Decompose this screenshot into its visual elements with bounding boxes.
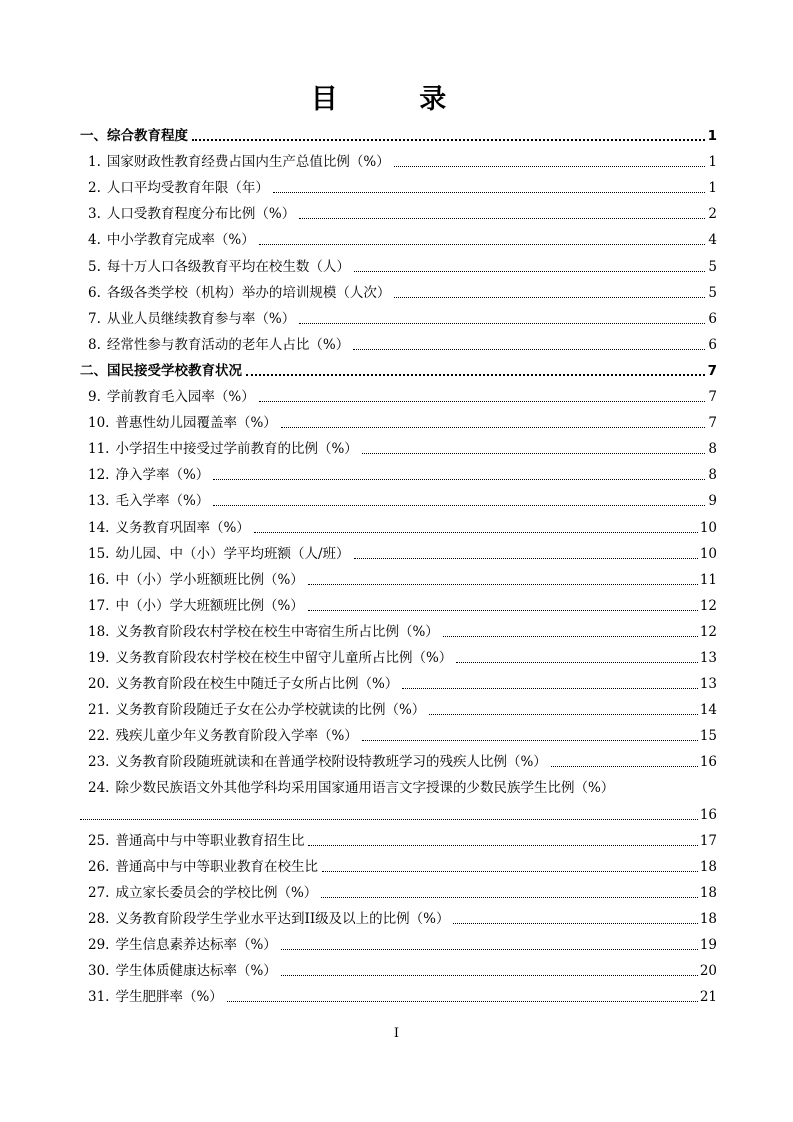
dot-leader	[402, 688, 698, 689]
dot-leader	[354, 271, 705, 272]
toc-entry-page: 1	[708, 180, 717, 197]
toc-entry[interactable]	[80, 328, 717, 354]
toc-entry-page: 8	[708, 441, 717, 458]
dot-leader	[456, 662, 698, 663]
toc-entry-label: 普通高中与中等职业教育在校生比	[115, 858, 318, 875]
dot-leader	[299, 218, 705, 219]
toc-entry-number: 17.	[88, 597, 110, 614]
toc-entry-label: 人口平均受教育年限（年）	[106, 180, 269, 197]
toc-entry[interactable]	[80, 745, 717, 771]
dot-leader	[453, 923, 697, 924]
toc-entry-number: 7.	[88, 310, 101, 327]
toc-entry-page: 20	[699, 963, 717, 980]
toc-entry-page: 4	[708, 232, 717, 249]
toc-section[interactable]	[80, 354, 717, 380]
toc-entry[interactable]	[80, 406, 717, 432]
toc-entry-number: 30.	[88, 963, 110, 980]
toc-entry[interactable]	[80, 458, 717, 484]
toc-entry[interactable]	[80, 902, 717, 928]
toc-entry[interactable]	[80, 667, 717, 693]
toc-entry-number: 11.	[88, 441, 110, 458]
dot-leader	[308, 610, 698, 611]
toc-entry-number: 31.	[88, 989, 110, 1006]
toc-entry-page: 9	[708, 493, 717, 510]
dot-leader	[246, 374, 705, 376]
toc-entry[interactable]	[80, 276, 717, 302]
toc-entry-label: 各级各类学校（机构）举办的培训规模（人次）	[106, 284, 391, 301]
dot-leader	[281, 949, 698, 950]
toc-entry-number: 18.	[88, 623, 110, 640]
toc-entry[interactable]	[80, 380, 717, 406]
toc-entry-number: 23.	[88, 754, 110, 771]
toc-entry-number: 21.	[88, 702, 110, 719]
toc-entry[interactable]	[80, 563, 717, 589]
toc-entry-number: 12.	[88, 467, 110, 484]
toc-entry-page: 13	[699, 649, 717, 666]
toc-entry-page: 11	[699, 571, 717, 588]
toc-entry-label: 义务教育阶段农村学校在校生中寄宿生所占比例（%）	[115, 623, 439, 640]
toc-section-label: 二、国民接受学校教育状况	[80, 362, 242, 379]
toc-entry-number: 4.	[88, 232, 101, 249]
toc-entry-number: 9.	[88, 389, 101, 406]
toc-entry[interactable]	[80, 197, 717, 223]
toc-entry-page: 5	[708, 258, 717, 275]
toc-entry[interactable]	[80, 824, 717, 850]
dot-leader	[227, 1001, 698, 1002]
toc-entry-page: 17	[699, 832, 717, 849]
toc-entry[interactable]	[80, 771, 717, 797]
toc-entry-number: 27.	[88, 884, 110, 901]
toc-entry-label: 学生体质健康达标率（%）	[115, 963, 277, 980]
toc-entry-number: 3.	[88, 206, 101, 223]
toc-entry-number: 8.	[88, 336, 101, 353]
dot-leader	[551, 766, 698, 767]
toc-entry[interactable]	[80, 693, 717, 719]
toc-entry-number: 26.	[88, 858, 110, 875]
dot-leader	[213, 505, 705, 506]
toc-entry-page: 19	[699, 937, 717, 953]
dot-leader	[192, 139, 705, 141]
toc-section-page: 7	[707, 362, 717, 379]
toc-entry[interactable]	[80, 589, 717, 615]
toc-entry[interactable]	[80, 249, 717, 275]
toc-entry-label: 普惠性幼儿园覆盖率（%）	[115, 415, 277, 432]
toc-entry[interactable]	[80, 171, 717, 197]
toc-section-page: 1	[707, 128, 717, 145]
toc-entry-label: 义务教育阶段学生学业水平达到II级及以上的比例（%）	[115, 910, 450, 927]
toc-entry-label: 中（小）学大班额班比例（%）	[115, 597, 304, 614]
toc-entry-label: 义务教育阶段随迁子女在公办学校就读的比例（%）	[115, 702, 426, 719]
dot-leader	[308, 584, 698, 585]
toc-entry[interactable]	[80, 719, 717, 745]
toc-entry-page: 12	[699, 623, 717, 640]
toc-entry[interactable]	[80, 876, 717, 902]
dot-leader	[353, 349, 705, 350]
dot-leader	[443, 636, 698, 637]
toc-entry-page: 18	[699, 884, 717, 901]
toc-entry-label: 学前教育毛入园率（%）	[106, 389, 255, 406]
toc-entry-label: 义务教育阶段农村学校在校生中留守儿童所占比例（%）	[115, 649, 453, 666]
toc-entry-number: 16.	[88, 571, 110, 588]
dot-leader	[281, 975, 698, 976]
toc-entry-number: 14.	[88, 519, 110, 536]
toc-entry-number: 1.	[88, 154, 101, 171]
toc-entry-number: 19.	[88, 649, 110, 666]
toc-entry-label: 成立家长委员会的学校比例（%）	[115, 884, 318, 901]
toc-entry-label: 义务教育巩固率（%）	[115, 519, 250, 536]
toc-entry-page: 6	[708, 310, 717, 327]
toc-entry-page: 16	[699, 754, 717, 771]
toc-entry[interactable]	[80, 432, 717, 458]
toc-entry-number: 13.	[88, 493, 110, 510]
toc-entry[interactable]	[80, 484, 717, 510]
toc-entry-page: 5	[708, 284, 717, 301]
toc-entry[interactable]	[80, 615, 717, 641]
toc-entry-label: 除少数民族语文外其他学科均采用国家通用语言文字授课的少数民族学生比例（%）	[115, 780, 615, 797]
dot-leader	[213, 479, 705, 480]
toc-entry-page: 12	[699, 597, 717, 614]
toc-entry-page: 18	[699, 858, 717, 875]
page-title: 目 录	[310, 84, 483, 115]
toc-entry-label: 国家财政性教育经费占国内生产总值比例（%）	[106, 154, 390, 171]
toc-entry-number: 29.	[88, 937, 110, 953]
toc-entry-page: 7	[708, 389, 717, 406]
toc-entry-page: 1	[708, 154, 717, 171]
dot-leader	[429, 714, 698, 715]
dot-leader	[362, 453, 705, 454]
toc-section-label: 一、综合教育程度	[80, 128, 188, 145]
toc-entry[interactable]	[80, 928, 717, 954]
toc-entry-page: 7	[708, 415, 717, 432]
toc-entry-page: 2	[708, 206, 717, 223]
dot-leader	[362, 740, 698, 741]
toc-entry-label: 幼儿园、中（小）学平均班额（人/班）	[115, 545, 350, 562]
toc-entry-number: 20.	[88, 676, 110, 693]
toc-entry-label: 残疾儿童少年义务教育阶段入学率（%）	[115, 728, 358, 745]
toc-entry-label: 从业人员继续教育参与率（%）	[106, 310, 296, 327]
table-of-contents	[80, 119, 717, 1006]
toc-entry-page: 14	[699, 702, 717, 719]
toc-entry-page: 10	[699, 545, 717, 562]
dot-leader	[254, 532, 698, 533]
dot-leader	[259, 244, 705, 245]
toc-entry-label: 小学招生中接受过学前教育的比例（%）	[115, 441, 358, 458]
toc-entry-page: 8	[708, 467, 717, 484]
toc-entry-number: 15.	[88, 545, 110, 562]
dot-leader	[259, 401, 705, 402]
toc-entry[interactable]	[80, 302, 717, 328]
dot-leader	[321, 897, 698, 898]
toc-entry[interactable]	[80, 641, 717, 667]
dot-leader	[308, 845, 697, 846]
toc-entry-number: 24.	[88, 780, 110, 797]
toc-entry[interactable]	[80, 954, 717, 980]
toc-entry-label: 学生肥胖率（%）	[115, 989, 223, 1006]
toc-entry-label: 毛入学率（%）	[115, 493, 210, 510]
toc-entry[interactable]	[80, 145, 717, 171]
toc-entry-number: 5.	[88, 258, 101, 275]
toc-entry-number: 28.	[88, 910, 110, 927]
toc-entry-label: 普通高中与中等职业教育招生比	[115, 832, 305, 849]
toc-entry-continuation[interactable]	[80, 797, 717, 823]
dot-leader	[322, 871, 698, 872]
toc-entry-label: 义务教育阶段随班就读和在普通学校附设特教班学习的残疾人比例（%）	[115, 754, 547, 771]
toc-entry-label: 中小学教育完成率（%）	[106, 232, 255, 249]
footer-page-number: I	[393, 1026, 400, 1041]
toc-entry-number: 22.	[88, 728, 110, 745]
toc-entry-label: 人口受教育程度分布比例（%）	[106, 206, 296, 223]
toc-entry[interactable]	[80, 980, 717, 1006]
toc-entry-label: 净入学率（%）	[115, 467, 210, 484]
dot-leader	[394, 297, 705, 298]
dot-leader	[299, 323, 705, 324]
toc-entry[interactable]	[80, 537, 717, 563]
toc-entry-label: 每十万人口各级教育平均在校生数（人）	[106, 258, 350, 275]
toc-entry-label: 义务教育阶段在校生中随迁子女所占比例（%）	[115, 676, 399, 693]
dot-leader	[273, 192, 705, 193]
dot-leader	[394, 166, 705, 167]
toc-entry-page: 13	[699, 676, 717, 693]
toc-entry-page: 10	[699, 519, 717, 536]
toc-entry-number: 10.	[88, 415, 110, 432]
toc-entry-page: 16	[699, 806, 717, 823]
toc-entry[interactable]	[80, 850, 717, 876]
dot-leader	[80, 819, 698, 820]
toc-entry-page: 15	[699, 728, 717, 745]
toc-entry-label: 经常性参与教育活动的老年人占比（%）	[106, 336, 350, 353]
toc-entry-number: 2.	[88, 180, 101, 197]
toc-entry[interactable]	[80, 223, 717, 249]
toc-entry-label: 学生信息素养达标率（%）	[115, 937, 277, 953]
toc-entry-page: 21	[699, 989, 717, 1006]
dot-leader	[281, 427, 705, 428]
toc-entry-number: 25.	[88, 832, 110, 849]
toc-entry-number: 6.	[88, 284, 101, 301]
toc-entry-page: 18	[699, 910, 717, 927]
toc-section[interactable]	[80, 119, 717, 145]
dot-leader	[354, 558, 698, 559]
toc-entry-label: 中（小）学小班额班比例（%）	[115, 571, 304, 588]
toc-entry[interactable]	[80, 510, 717, 536]
toc-entry-page: 6	[708, 336, 717, 353]
